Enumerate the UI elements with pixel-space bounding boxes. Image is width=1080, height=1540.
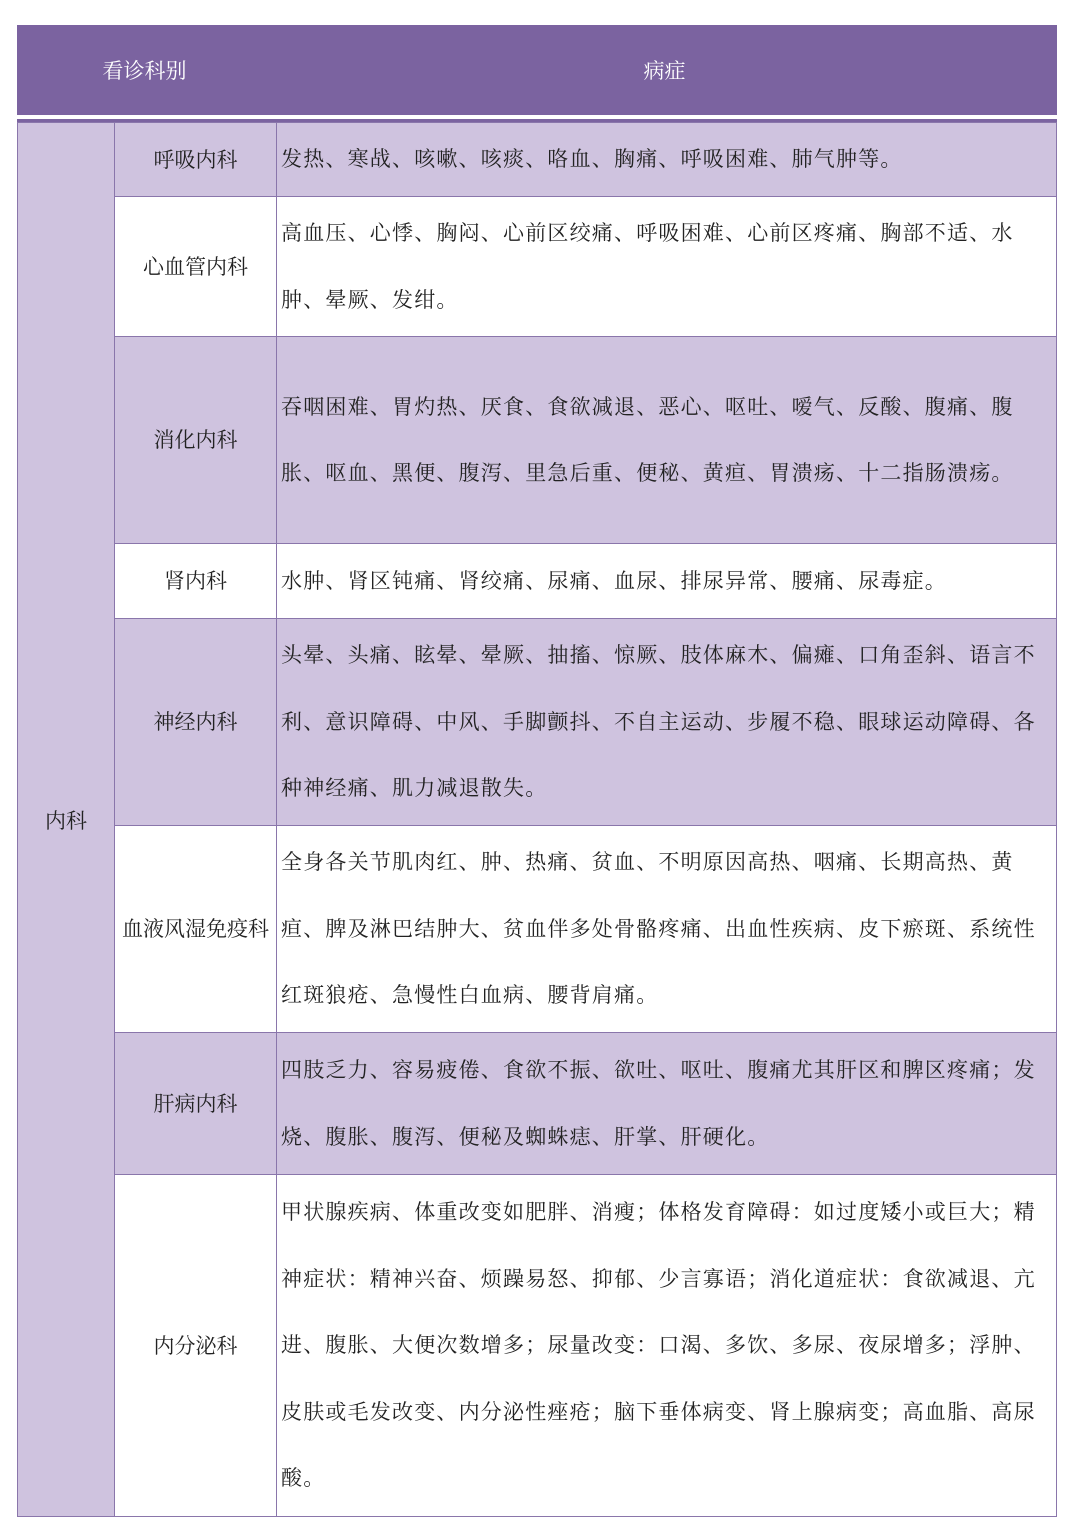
- symptoms-cell: 水肿、肾区钝痛、肾绞痛、尿痛、血尿、排尿异常、腰痛、尿毒症。: [277, 544, 1057, 619]
- dept-cell: 内分泌科: [115, 1175, 277, 1517]
- table-row: [18, 619, 1057, 826]
- dept-cell: 肾内科: [115, 544, 277, 619]
- table-row: [18, 544, 1057, 619]
- dept-cell: 消化内科: [115, 337, 277, 544]
- table-row: [18, 337, 1057, 544]
- symptoms-cell: 四肢乏力、容易疲倦、食欲不振、欲吐、呕吐、腹痛尤其肝区和脾区疼痛；发烧、腹胀、腹泻、便秘及蜘蛛痣、肝掌、肝硬化。: [277, 1033, 1057, 1175]
- symptoms-cell: 全身各关节肌肉红、肿、热痛、贫血、不明原因高热、咽痛、长期高热、黄疸、脾及淋巴结肿大、贫血伴多处骨骼疼痛、出血性疾病、皮下瘀斑、系统性红斑狼疮、急慢性白血病、腰背肩痛。: [277, 826, 1057, 1033]
- dept-cell: 呼吸内科: [115, 123, 277, 197]
- department-table: [17, 25, 1057, 1517]
- table-row: [18, 1175, 1057, 1517]
- table-row: [18, 123, 1057, 197]
- table-row: [18, 197, 1057, 337]
- dept-cell: 神经内科: [115, 619, 277, 826]
- dept-cell: 肝病内科: [115, 1033, 277, 1175]
- table-body: [17, 122, 1057, 1517]
- symptoms-cell: 高血压、心悸、胸闷、心前区绞痛、呼吸困难、心前区疼痛、胸部不适、水肿、晕厥、发绀。: [277, 197, 1057, 337]
- symptoms-cell: 发热、寒战、咳嗽、咳痰、咯血、胸痛、呼吸困难、肺气肿等。: [277, 123, 1057, 197]
- dept-cell: 心血管内科: [115, 197, 277, 337]
- table-row: [18, 826, 1057, 1033]
- header-department: 看诊科别: [102, 59, 187, 83]
- category-cell: 内科: [18, 123, 115, 1517]
- table-row: [18, 1033, 1057, 1175]
- symptoms-cell: 甲状腺疾病、体重改变如肥胖、消瘦；体格发育障碍：如过度矮小或巨大；精神症状：精神兴奋、烦躁易怒、抑郁、少言寡语；消化道症状：食欲减退、亢进、腹胀、大便次数增多；尿量改变：口渴、多饮、多尿、夜尿增多；浮肿、皮肤或毛发改变、内分泌性痤疮；脑下垂体病变、肾上腺病变；高血脂、高尿酸。: [277, 1175, 1057, 1517]
- table-header: [17, 25, 1057, 115]
- dept-cell: 血液风湿免疫科: [115, 826, 277, 1033]
- header-symptoms: 病症: [643, 59, 686, 83]
- symptoms-cell: 吞咽困难、胃灼热、厌食、食欲减退、恶心、呕吐、嗳气、反酸、腹痛、腹胀、呕血、黑便、腹泻、里急后重、便秘、黄疸、胃溃疡、十二指肠溃疡。: [277, 337, 1057, 544]
- symptoms-cell: 头晕、头痛、眩晕、晕厥、抽搐、惊厥、肢体麻木、偏瘫、口角歪斜、语言不利、意识障碍、中风、手脚颤抖、不自主运动、步履不稳、眼球运动障碍、各种神经痛、肌力减退散失。: [277, 619, 1057, 826]
